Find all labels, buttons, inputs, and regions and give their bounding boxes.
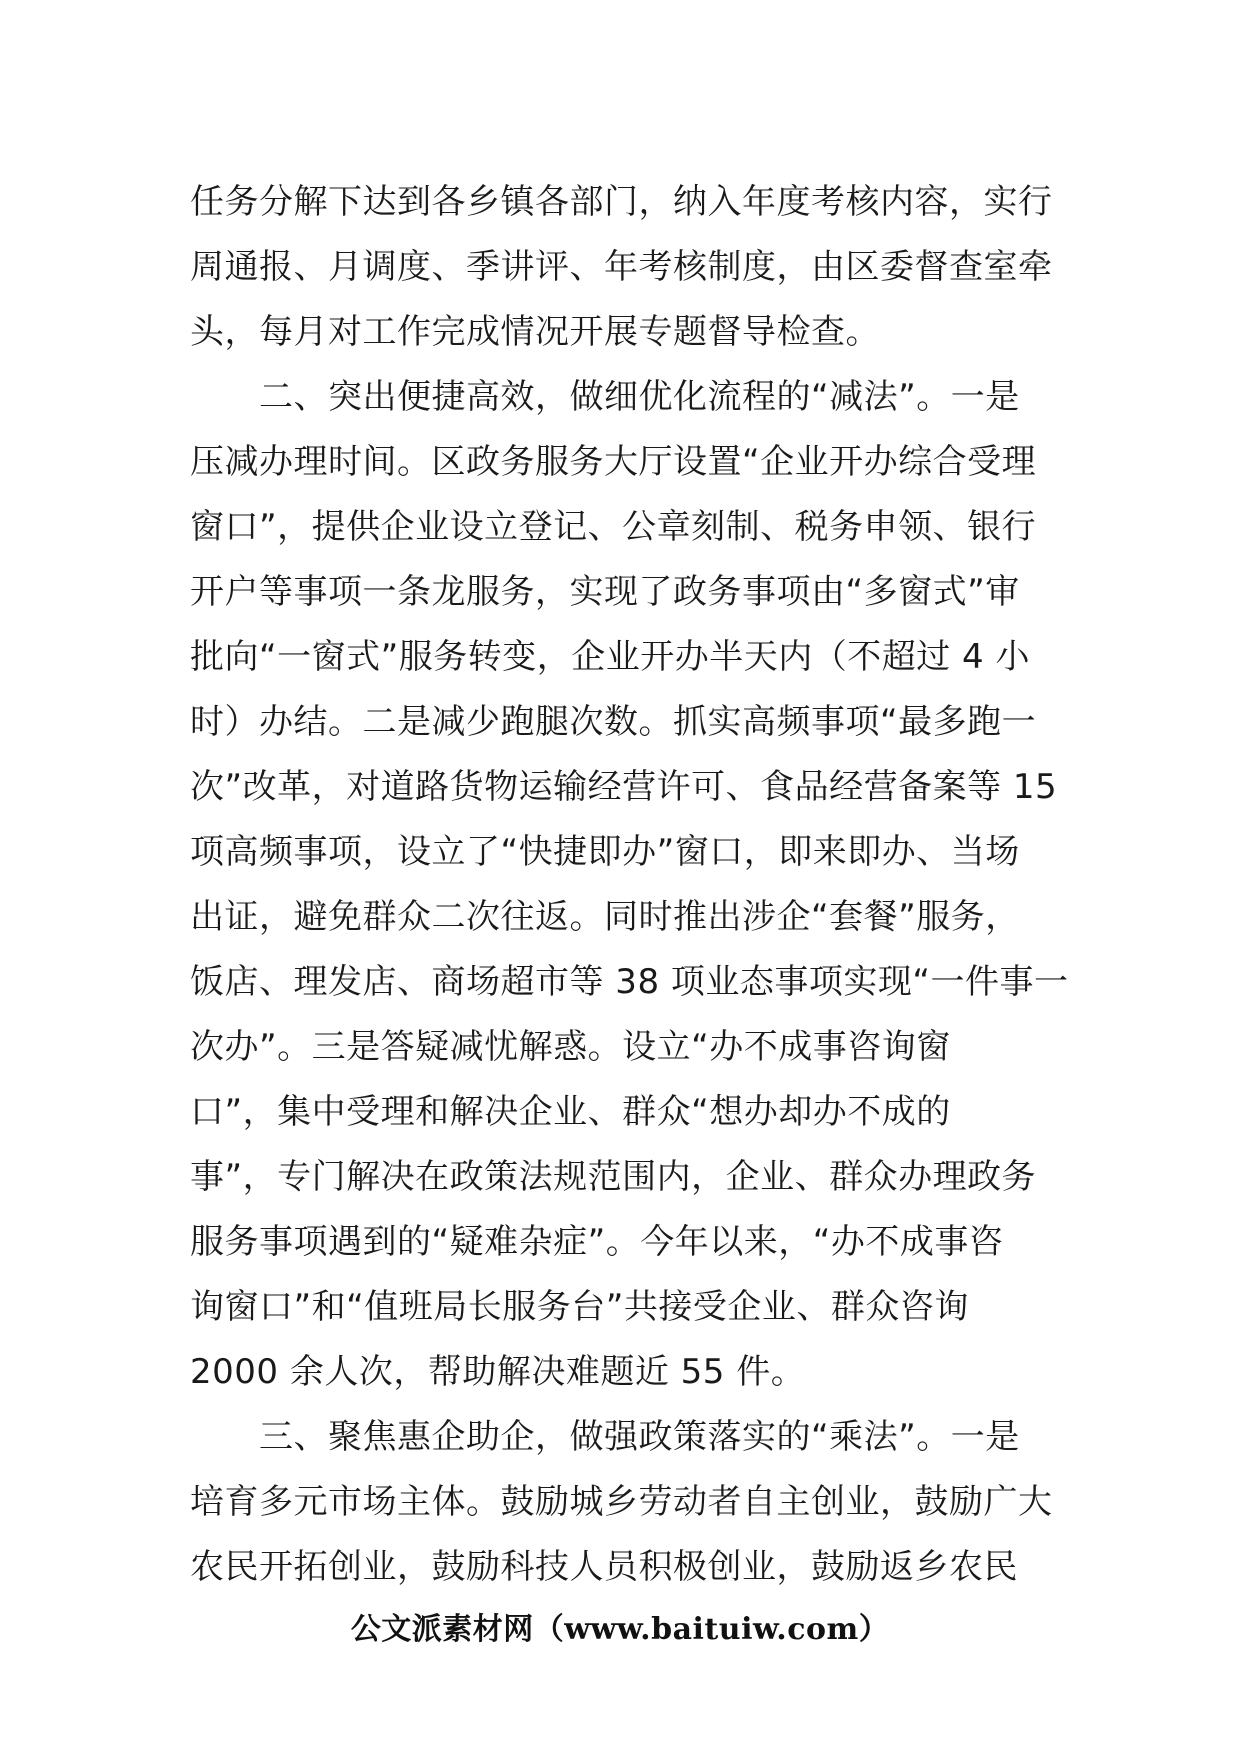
text-line: 服务事项遇到的“疑难杂症”。今年以来，“办不成事咨 bbox=[190, 1222, 1004, 1262]
text-line: 三、聚焦惠企助企，做强政策落实的“乘法”。一是 bbox=[190, 1417, 1020, 1457]
text-line: 2000 余人次，帮助解决难题近 55 件。 bbox=[190, 1352, 806, 1392]
text-line: 事”，专门解决在政策法规范围内，企业、群众办理政务 bbox=[190, 1157, 1037, 1197]
text-line: 次办”。三是答疑减忧解惑。设立“办不成事咨询窗 bbox=[190, 1027, 951, 1067]
document-body bbox=[190, 170, 1069, 1600]
text-line: 开户等事项一条龙服务，实现了政务事项由“多窗式”审 bbox=[190, 572, 1020, 612]
text-line: 任务分解下达到各乡镇各部门，纳入年度考核内容，实行 bbox=[190, 182, 1053, 222]
text-line: 头，每月对工作完成情况开展专题督导检查。 bbox=[190, 312, 880, 352]
text-line: 饭店、理发店、商场超市等 38 项业态事项实现“一件事一 bbox=[190, 962, 1069, 1002]
text-line: 出证，避免群众二次往返。同时推出涉企“套餐”服务， bbox=[190, 897, 1020, 937]
text-line: 口”，集中受理和解决企业、群众“想办却办不成的 bbox=[190, 1092, 951, 1132]
text-line: 询窗口”和“值班局长服务台”共接受企业、群众咨询 bbox=[190, 1287, 969, 1327]
text-line: 周通报、月调度、季讲评、年考核制度，由区委督查室牵 bbox=[190, 247, 1053, 287]
text-line: 项高频事项，设立了“快捷即办”窗口，即来即办、当场 bbox=[190, 832, 1020, 872]
text-line: 二、突出便捷高效，做细优化流程的“减法”。一是 bbox=[190, 377, 1020, 417]
text-line: 压减办理时间。区政务服务大厅设置“企业开办综合受理 bbox=[190, 442, 1037, 482]
text-line: 批向“一窗式”服务转变，企业开办半天内（不超过 4 小 bbox=[190, 637, 1030, 677]
page-footer-watermark: 公文派素材网（www.baituiw.com） bbox=[350, 1612, 890, 1647]
text-line: 培育多元市场主体。鼓励城乡劳动者自主创业，鼓励广大 bbox=[190, 1482, 1053, 1522]
text-line: 次”改革，对道路货物运输经营许可、食品经营备案等 15 bbox=[190, 767, 1058, 807]
text-line: 农民开拓创业，鼓励科技人员积极创业，鼓励返乡农民 bbox=[190, 1547, 1018, 1587]
text-line: 窗口”，提供企业设立登记、公章刻制、税务申领、银行 bbox=[190, 507, 1037, 547]
text-line: 时）办结。二是减少跑腿次数。抓实高频事项“最多跑一 bbox=[190, 702, 1037, 742]
